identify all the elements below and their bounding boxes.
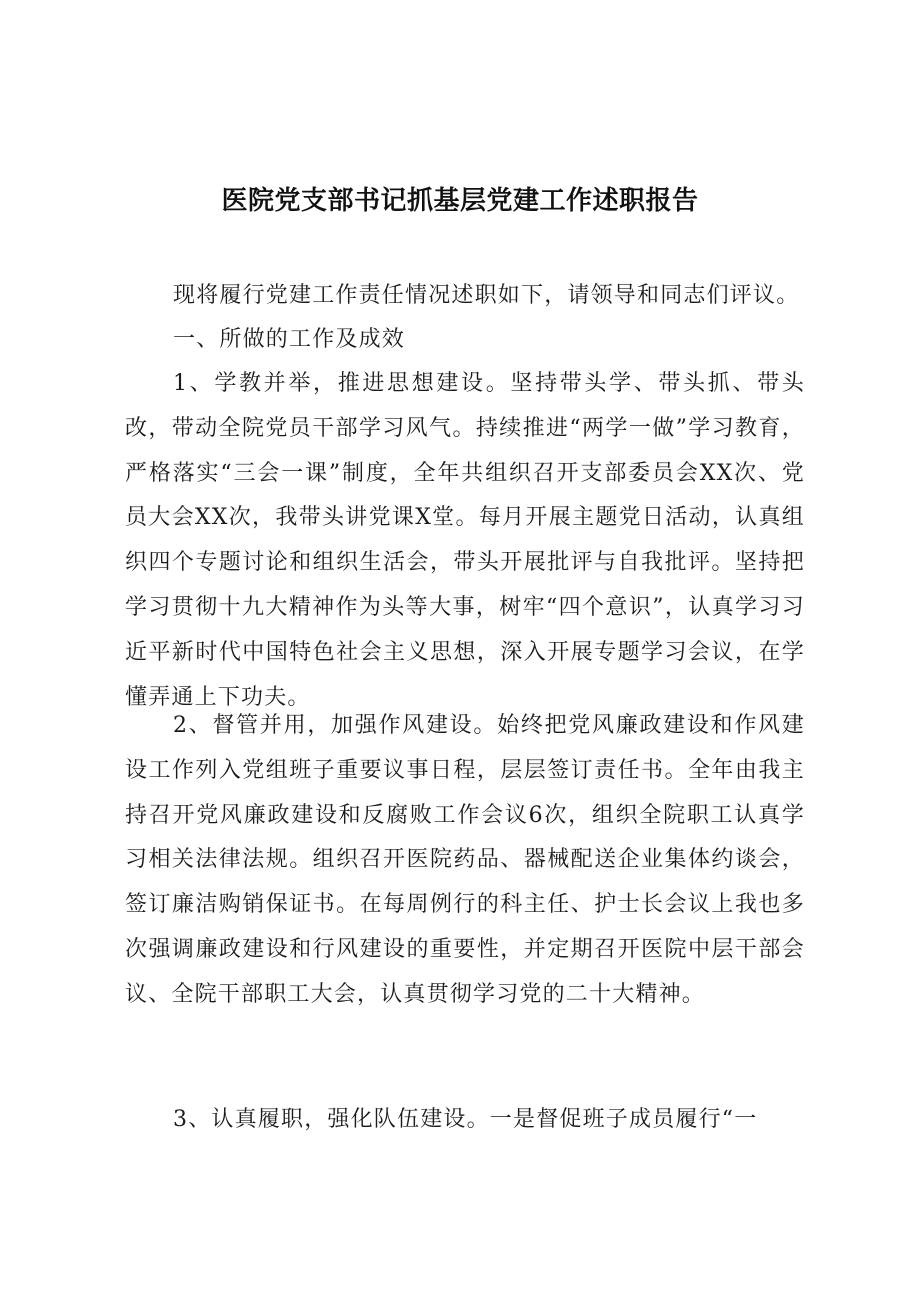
section-heading: 一、所做的工作及成效 xyxy=(173,327,406,352)
paragraph-item-1: 1、学教并举，推进思想建设。坚持带头学、带头抓、带头改，带动全院党员干部学习风气。持续推进“两学一做”学习教育，严格落实“三会一课”制度，全年共组织召开支部委员会XX次、党员大会XX次，我带头讲党课X堂。每月开展主题党日活动，认真组织四个专题讨论和组织生活会，带头开展批评与自我批评。坚持把学习贯彻十九大精神作为头等大事，树牢“四个意识”，认真学习习近平新时代中国特色社会主义思想，深入开展专题学习会议，在学懂弄通上下功夫。 xyxy=(125,371,805,710)
intro-paragraph: 现将履行党建工作责任情况述职如下，请领导和同志们评议。 xyxy=(173,283,800,308)
paragraph-item-3: 3、认真履职，强化队伍建设。一是督促班子成员履行“一 xyxy=(173,1107,758,1132)
document-title: 医院党支部书记抓基层党建工作述职报告 xyxy=(221,186,699,216)
paragraph-item-2: 2、督管并用，加强作风建设。始终把党风廉政建设和作风建设工作列入党组班子重要议事日程，层层签订责任书。全年由我主持召开党风廉政建设和反腐败工作会议6次，组织全院职工认真学习相关法律法规。组织召开医院药品、器械配送企业集体约谈会，签订廉洁购销保证书。在每周例行的科主任、护士长会议上我也多次强调廉政建设和行风建设的重要性，并定期召开医院中层干部会议、全院干部职工大会，认真贯彻学习党的二十大精神。 xyxy=(125,713,805,1007)
